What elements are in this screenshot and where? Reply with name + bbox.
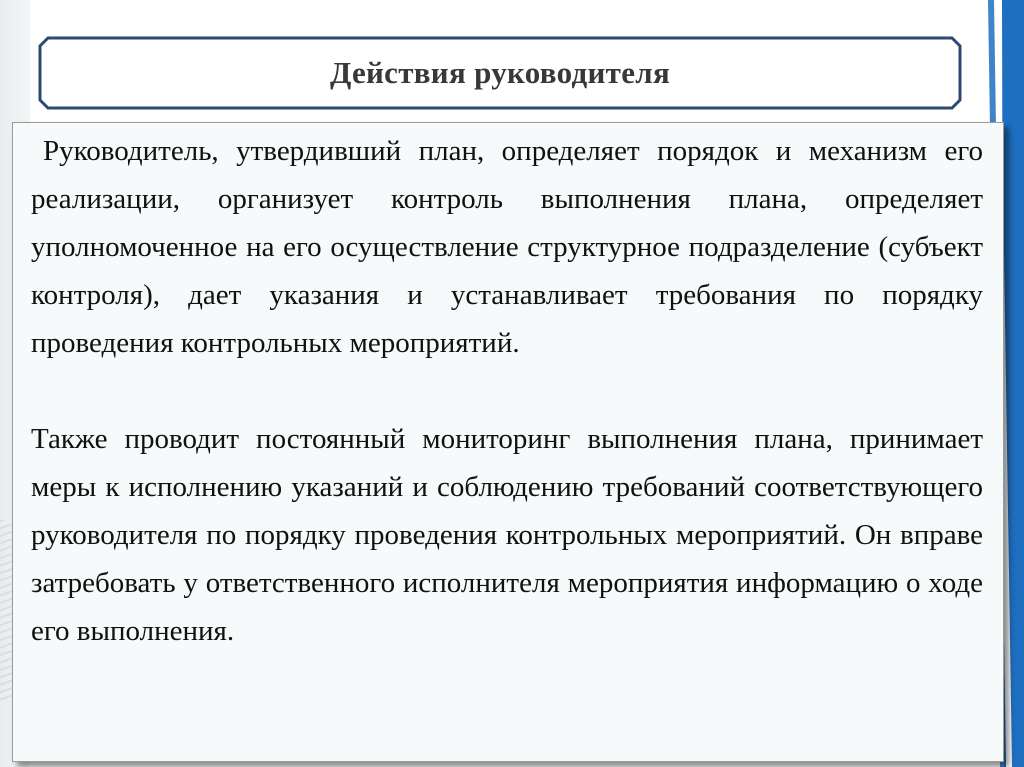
paragraph-second: Также проводит постоянный мониторинг выполнения плана, принимает меры к исполнению указаний и соблюдению требований соответствующего руководителя по порядку проведения контрольных мероприятий. Он вправе затребовать у ответственного исполнителя мероприятия информацию о ходе его выполнения. — [31, 423, 983, 647]
paragraph-first: Руководитель, утвердивший план, определяет порядок и механизм его реализации, организует контроль выполнения плана, определяет уполномоченное на его осуществление структурное подразделение (субъект контроля), дает указания и устанавливает требования по порядку проведения контрольных мероприятий. — [31, 135, 983, 359]
content-box — [12, 122, 1004, 762]
slide-title: Действия руководителя — [329, 55, 671, 90]
